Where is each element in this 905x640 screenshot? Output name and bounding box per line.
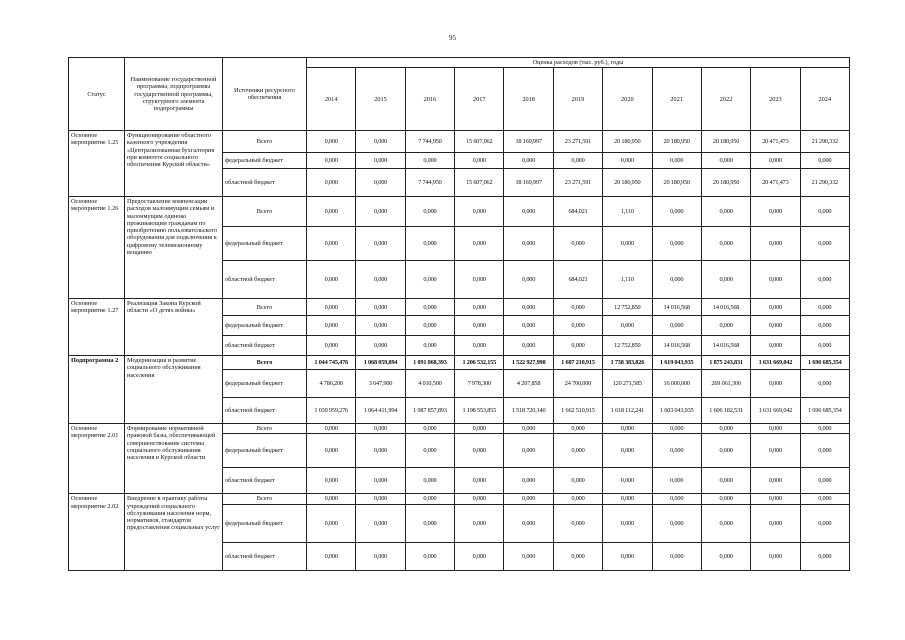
value-cell: 0,000 — [307, 169, 356, 197]
value-cell: 0,000 — [504, 494, 553, 504]
value-cell: 7 744,950 — [405, 169, 454, 197]
value-cell: 20 471,473 — [751, 169, 800, 197]
source-cell: федеральный бюджет — [223, 153, 307, 169]
value-cell: 0,000 — [307, 494, 356, 504]
value-cell: 0,000 — [701, 542, 750, 570]
source-cell: Всего — [223, 299, 307, 316]
value-cell: 0,000 — [307, 434, 356, 468]
value-cell: 0,000 — [405, 504, 454, 542]
value-cell: 0,000 — [553, 468, 602, 494]
program-name-cell: Модернизация и развитие социального обслуживания населения — [125, 356, 223, 424]
value-cell: 0,000 — [405, 197, 454, 227]
value-cell: 0,000 — [504, 336, 553, 356]
value-cell: 0,000 — [504, 261, 553, 299]
value-cell: 0,000 — [307, 261, 356, 299]
value-cell: 0,000 — [405, 542, 454, 570]
value-cell: 0,000 — [652, 197, 701, 227]
value-cell: 0,000 — [307, 131, 356, 153]
source-cell: областной бюджет — [223, 398, 307, 424]
value-cell: 0,000 — [553, 153, 602, 169]
source-cell: областной бюджет — [223, 169, 307, 197]
value-cell: 0,000 — [504, 227, 553, 261]
value-cell: 15 607,062 — [455, 131, 504, 153]
value-cell: 0,000 — [800, 504, 849, 542]
value-cell: 20 180,950 — [701, 169, 750, 197]
value-cell: 0,000 — [701, 316, 750, 336]
value-cell: 0,000 — [800, 227, 849, 261]
value-cell: 0,000 — [652, 316, 701, 336]
value-cell: 0,000 — [751, 424, 800, 434]
value-cell: 1 738 383,826 — [603, 356, 652, 370]
table-row — [69, 299, 850, 316]
value-cell: 0,000 — [307, 542, 356, 570]
program-name-cell: Реализация Закона Курской области «О детях войны» — [125, 299, 223, 356]
value-cell: 0,000 — [405, 316, 454, 336]
value-cell: 0,000 — [701, 504, 750, 542]
value-cell: 0,000 — [652, 542, 701, 570]
value-cell: 0,000 — [701, 494, 750, 504]
value-cell: 0,000 — [751, 153, 800, 169]
program-name-cell: Предоставление компенсации расходов малоимущим семьям и малоимущим одиноко проживающим гражданам по приобретению пользовательского оборудования для подключения к цифровому телевизионному вещанию — [125, 197, 223, 299]
value-cell: 0,000 — [701, 153, 750, 169]
value-cell: 0,000 — [751, 494, 800, 504]
source-cell: Всего — [223, 424, 307, 434]
value-cell: 0,000 — [701, 261, 750, 299]
header-year: 2020 — [603, 68, 652, 131]
table-row — [69, 494, 850, 504]
program-name-cell: Формирование нормативной правовой базы, обеспечивающей совершенствование системы социального обслуживания населения в Курской области — [125, 424, 223, 494]
value-cell: 0,000 — [307, 504, 356, 542]
value-cell: 0,000 — [455, 468, 504, 494]
value-cell: 21 290,332 — [800, 131, 849, 153]
page-number: 95 — [449, 34, 456, 42]
value-cell: 0,000 — [405, 336, 454, 356]
value-cell: 0,000 — [603, 468, 652, 494]
value-cell: 20 180,950 — [652, 169, 701, 197]
source-cell: областной бюджет — [223, 336, 307, 356]
value-cell: 0,000 — [800, 424, 849, 434]
value-cell: 0,000 — [356, 299, 405, 316]
source-cell: областной бюджет — [223, 542, 307, 570]
value-cell: 0,000 — [751, 299, 800, 316]
source-cell: областной бюджет — [223, 261, 307, 299]
value-cell: 0,000 — [307, 227, 356, 261]
source-cell: Всего — [223, 131, 307, 153]
value-cell: 23 271,591 — [553, 131, 602, 153]
value-cell: 1 631 669,042 — [751, 356, 800, 370]
header-estimate: Оценка расходов (тыс. руб.), годы — [307, 58, 850, 68]
value-cell: 1,110 — [603, 197, 652, 227]
value-cell: 0,000 — [504, 468, 553, 494]
value-cell: 1 522 927,998 — [504, 356, 553, 370]
value-cell: 0,000 — [553, 336, 602, 356]
value-cell: 0,000 — [751, 336, 800, 356]
value-cell: 0,000 — [652, 434, 701, 468]
value-cell: 0,000 — [405, 434, 454, 468]
table-body — [69, 131, 850, 570]
value-cell: 0,000 — [652, 424, 701, 434]
value-cell: 0,000 — [455, 316, 504, 336]
value-cell: 0,000 — [504, 542, 553, 570]
value-cell: 20 471,473 — [751, 131, 800, 153]
header-year: 2016 — [405, 68, 454, 131]
value-cell: 0,000 — [455, 197, 504, 227]
value-cell: 0,000 — [652, 494, 701, 504]
value-cell: 0,000 — [455, 542, 504, 570]
value-cell: 0,000 — [553, 504, 602, 542]
value-cell: 4 010,500 — [405, 370, 454, 398]
value-cell: 0,000 — [356, 468, 405, 494]
value-cell: 0,000 — [751, 504, 800, 542]
value-cell: 0,000 — [356, 542, 405, 570]
header-year: 2018 — [504, 68, 553, 131]
value-cell: 0,000 — [800, 434, 849, 468]
value-cell: 18 169,997 — [504, 169, 553, 197]
value-cell: 0,000 — [455, 336, 504, 356]
value-cell: 1 618 112,241 — [603, 398, 652, 424]
value-cell: 20 180,950 — [701, 131, 750, 153]
header-name: Наименование государственной программы, подпрограммы государственной программы, структурного элемента подпрограммы — [125, 58, 223, 131]
value-cell: 0,000 — [800, 542, 849, 570]
value-cell: 0,000 — [800, 261, 849, 299]
value-cell: 0,000 — [603, 494, 652, 504]
value-cell: 0,000 — [455, 299, 504, 316]
value-cell: 0,000 — [553, 227, 602, 261]
value-cell: 20 180,950 — [603, 131, 652, 153]
value-cell: 20 180,950 — [652, 131, 701, 153]
value-cell: 1 662 510,915 — [553, 398, 602, 424]
value-cell: 120 271,585 — [603, 370, 652, 398]
value-cell: 0,000 — [751, 197, 800, 227]
source-cell: федеральный бюджет — [223, 370, 307, 398]
value-cell: 3 647,900 — [356, 370, 405, 398]
value-cell: 0,000 — [751, 542, 800, 570]
value-cell: 0,000 — [455, 153, 504, 169]
value-cell: 0,000 — [701, 468, 750, 494]
value-cell: 1,110 — [603, 261, 652, 299]
budget-table — [68, 57, 850, 571]
value-cell: 0,000 — [800, 336, 849, 356]
value-cell: 0,000 — [356, 131, 405, 153]
value-cell: 0,000 — [800, 494, 849, 504]
value-cell: 14 016,568 — [652, 299, 701, 316]
value-cell: 0,000 — [356, 227, 405, 261]
value-cell: 1 518 720,140 — [504, 398, 553, 424]
source-cell: федеральный бюджет — [223, 316, 307, 336]
value-cell: 0,000 — [800, 370, 849, 398]
value-cell: 0,000 — [800, 299, 849, 316]
value-cell: 0,000 — [356, 336, 405, 356]
value-cell: 0,000 — [504, 434, 553, 468]
value-cell: 684,021 — [553, 261, 602, 299]
value-cell: 1 044 745,476 — [307, 356, 356, 370]
source-cell: федеральный бюджет — [223, 504, 307, 542]
value-cell: 0,000 — [701, 227, 750, 261]
table-row — [69, 356, 850, 370]
value-cell: 0,000 — [504, 316, 553, 336]
value-cell: 1 087 857,893 — [405, 398, 454, 424]
value-cell: 1 696 685,354 — [800, 356, 849, 370]
header-year: 2021 — [652, 68, 701, 131]
status-cell: Основное мероприятие 2.02 — [69, 494, 125, 570]
value-cell: 0,000 — [652, 153, 701, 169]
value-cell: 0,000 — [455, 504, 504, 542]
value-cell: 0,000 — [307, 468, 356, 494]
value-cell: 0,000 — [455, 227, 504, 261]
value-cell: 0,000 — [504, 504, 553, 542]
value-cell: 0,000 — [800, 316, 849, 336]
header-status: Статус — [69, 58, 125, 131]
value-cell: 0,000 — [603, 153, 652, 169]
value-cell: 21 290,332 — [800, 169, 849, 197]
source-cell: Всего — [223, 356, 307, 370]
value-cell: 0,000 — [652, 261, 701, 299]
program-name-cell: Функционирование областного казенного учреждения «Централизованная бухгалтерия при комитете социального обеспечения Курской области» — [125, 131, 223, 197]
value-cell: 0,000 — [603, 227, 652, 261]
value-cell: 0,000 — [405, 299, 454, 316]
value-cell: 0,000 — [800, 153, 849, 169]
value-cell: 0,000 — [356, 153, 405, 169]
value-cell: 7 978,300 — [455, 370, 504, 398]
program-name-cell: Внедрение в практику работы учреждений социального обслуживания населения норм, нормативов, стандартов предоставления социальных услуг — [125, 494, 223, 570]
value-cell: 7 744,950 — [405, 131, 454, 153]
value-cell: 0,000 — [356, 316, 405, 336]
source-cell: Всего — [223, 494, 307, 504]
value-cell: 0,000 — [405, 468, 454, 494]
value-cell: 1 198 553,855 — [455, 398, 504, 424]
value-cell: 20 180,950 — [603, 169, 652, 197]
value-cell: 0,000 — [504, 424, 553, 434]
value-cell: 0,000 — [751, 261, 800, 299]
value-cell: 18 169,997 — [504, 131, 553, 153]
value-cell: 0,000 — [603, 504, 652, 542]
value-cell: 0,000 — [307, 153, 356, 169]
value-cell: 14 016,568 — [701, 336, 750, 356]
value-cell: 0,000 — [553, 424, 602, 434]
value-cell: 0,000 — [553, 316, 602, 336]
value-cell: 0,000 — [356, 504, 405, 542]
value-cell: 0,000 — [307, 336, 356, 356]
value-cell: 0,000 — [307, 197, 356, 227]
value-cell: 0,000 — [751, 316, 800, 336]
source-cell: Всего — [223, 197, 307, 227]
value-cell: 1 606 182,531 — [701, 398, 750, 424]
value-cell: 4 786,200 — [307, 370, 356, 398]
value-cell: 0,000 — [751, 227, 800, 261]
status-cell: Основное мероприятие 1.25 — [69, 131, 125, 197]
value-cell: 0,000 — [307, 316, 356, 336]
value-cell: 23 271,591 — [553, 169, 602, 197]
value-cell: 0,000 — [504, 197, 553, 227]
value-cell: 1 631 669,042 — [751, 398, 800, 424]
header-year: 2014 — [307, 68, 356, 131]
value-cell: 1 068 059,894 — [356, 356, 405, 370]
table-row — [69, 197, 850, 227]
header-sources: Источники ресурсного обеспечения — [223, 58, 307, 131]
value-cell: 0,000 — [455, 424, 504, 434]
value-cell: 0,000 — [800, 197, 849, 227]
value-cell: 0,000 — [701, 434, 750, 468]
status-cell: Основное мероприятие 1.27 — [69, 299, 125, 356]
value-cell: 0,000 — [356, 424, 405, 434]
value-cell: 0,000 — [553, 542, 602, 570]
value-cell: 0,000 — [553, 299, 602, 316]
value-cell: 1 603 043,935 — [652, 398, 701, 424]
value-cell: 0,000 — [751, 370, 800, 398]
value-cell: 0,000 — [652, 504, 701, 542]
value-cell: 684,021 — [553, 197, 602, 227]
value-cell: 0,000 — [307, 299, 356, 316]
value-cell: 1 064 411,994 — [356, 398, 405, 424]
value-cell: 0,000 — [553, 434, 602, 468]
value-cell: 0,000 — [751, 468, 800, 494]
value-cell: 0,000 — [405, 424, 454, 434]
value-cell: 0,000 — [455, 494, 504, 504]
value-cell: 0,000 — [356, 169, 405, 197]
value-cell: 1 696 685,354 — [800, 398, 849, 424]
value-cell: 16 000,000 — [652, 370, 701, 398]
status-cell: Основное мероприятие 2.01 — [69, 424, 125, 494]
value-cell: 0,000 — [603, 434, 652, 468]
value-cell: 269 061,300 — [701, 370, 750, 398]
value-cell: 1 039 959,276 — [307, 398, 356, 424]
value-cell: 0,000 — [405, 227, 454, 261]
header-year: 2017 — [455, 68, 504, 131]
value-cell: 1 875 243,831 — [701, 356, 750, 370]
value-cell: 0,000 — [800, 468, 849, 494]
value-cell: 0,000 — [356, 261, 405, 299]
source-cell: областной бюджет — [223, 468, 307, 494]
value-cell: 15 607,062 — [455, 169, 504, 197]
header-year: 2019 — [553, 68, 602, 131]
value-cell: 12 752,850 — [603, 336, 652, 356]
source-cell: федеральный бюджет — [223, 434, 307, 468]
value-cell: 0,000 — [405, 261, 454, 299]
value-cell: 0,000 — [455, 434, 504, 468]
status-cell: Подпрограмма 2 — [69, 356, 125, 424]
value-cell: 0,000 — [652, 468, 701, 494]
value-cell: 0,000 — [751, 434, 800, 468]
value-cell: 24 700,000 — [553, 370, 602, 398]
value-cell: 0,000 — [405, 153, 454, 169]
value-cell: 0,000 — [603, 424, 652, 434]
value-cell: 0,000 — [701, 197, 750, 227]
header-year: 2015 — [356, 68, 405, 131]
value-cell: 1 206 532,155 — [455, 356, 504, 370]
status-cell: Основное мероприятие 1.26 — [69, 197, 125, 299]
value-cell: 0,000 — [356, 434, 405, 468]
value-cell: 1 091 868,393 — [405, 356, 454, 370]
value-cell: 0,000 — [405, 494, 454, 504]
value-cell: 0,000 — [553, 494, 602, 504]
value-cell: 12 752,850 — [603, 299, 652, 316]
value-cell: 1 619 043,935 — [652, 356, 701, 370]
value-cell: 0,000 — [652, 227, 701, 261]
value-cell: 0,000 — [356, 197, 405, 227]
header-year: 2023 — [751, 68, 800, 131]
header-year: 2024 — [800, 68, 849, 131]
value-cell: 0,000 — [504, 299, 553, 316]
header-year: 2022 — [701, 68, 750, 131]
value-cell: 0,000 — [701, 424, 750, 434]
value-cell: 0,000 — [504, 153, 553, 169]
table-row — [69, 131, 850, 153]
value-cell: 0,000 — [603, 542, 652, 570]
value-cell: 0,000 — [603, 316, 652, 336]
value-cell: 14 016,568 — [652, 336, 701, 356]
source-cell: федеральный бюджет — [223, 227, 307, 261]
value-cell: 14 016,568 — [701, 299, 750, 316]
value-cell: 0,000 — [356, 494, 405, 504]
value-cell: 4 207,858 — [504, 370, 553, 398]
value-cell: 0,000 — [307, 424, 356, 434]
value-cell: 1 687 210,915 — [553, 356, 602, 370]
table-row — [69, 424, 850, 434]
value-cell: 0,000 — [455, 261, 504, 299]
